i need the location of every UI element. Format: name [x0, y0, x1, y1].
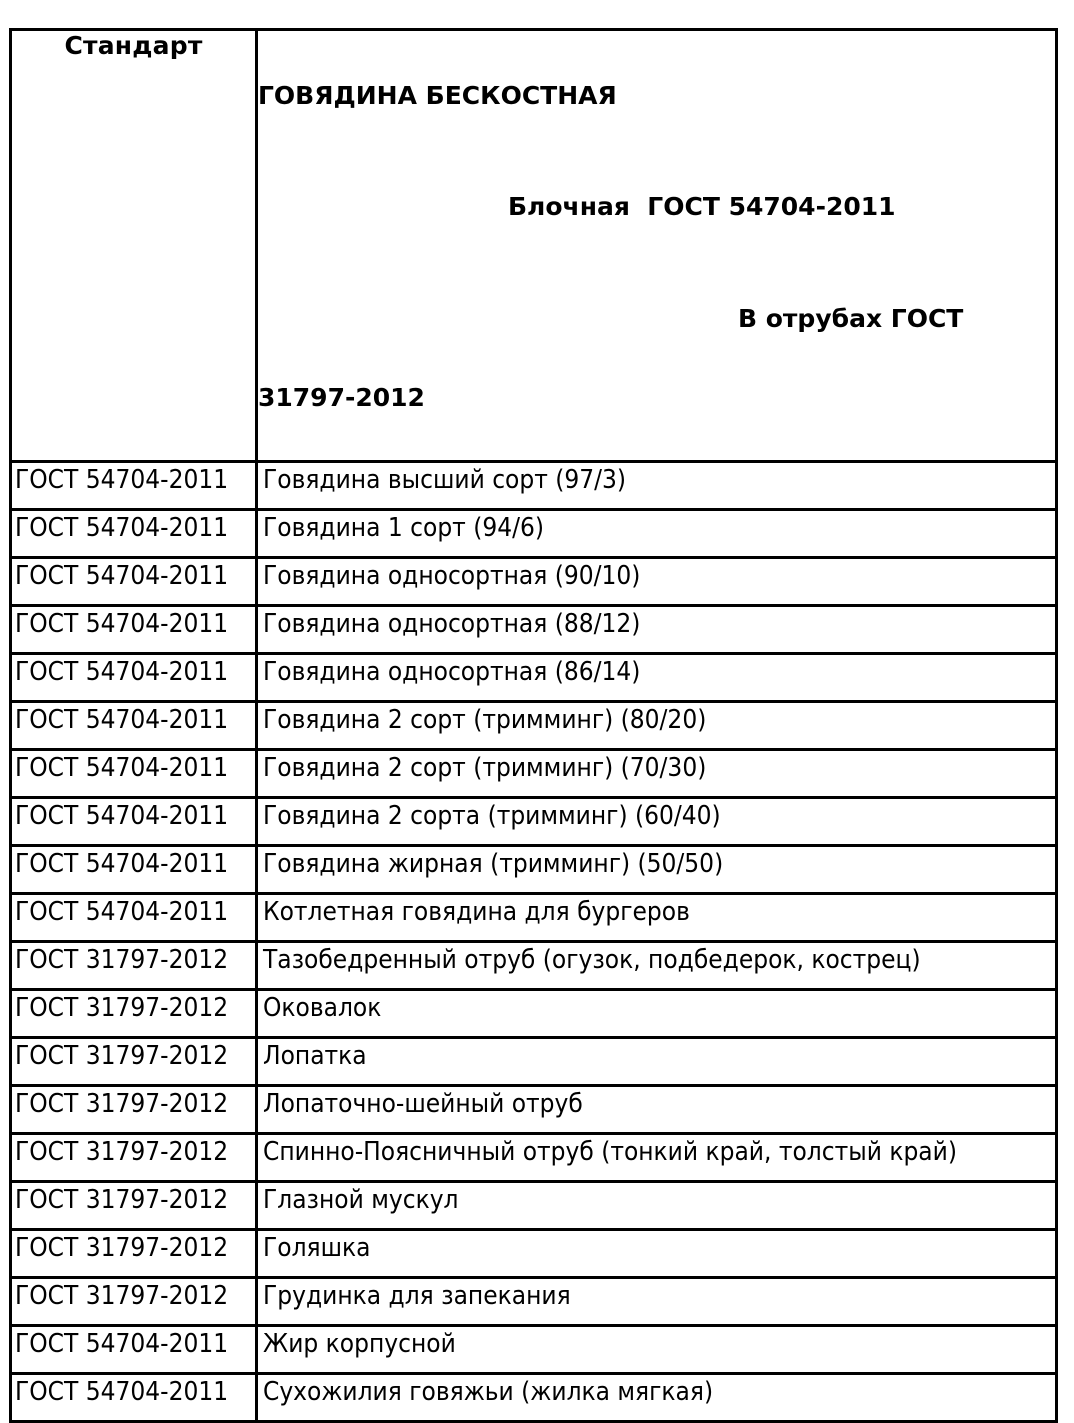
specification-table — [9, 28, 1058, 1423]
cell-product-name — [257, 1182, 1057, 1230]
cell-product-name — [257, 654, 1057, 702]
cell-product-name-text: Говядина односортная (88/12) — [263, 609, 641, 639]
cell-product-name-text: Котлетная говядина для бургеров — [263, 897, 690, 927]
cell-product-name-text: Глазной мускул — [263, 1185, 459, 1215]
cell-product-name — [257, 990, 1057, 1038]
cell-standard-text: ГОСТ 31797-2012 — [15, 1137, 229, 1167]
cell-product-name-text: Говядина односортная (86/14) — [263, 657, 641, 687]
cell-standard-text: ГОСТ 31797-2012 — [15, 1281, 229, 1311]
cell-standard — [11, 990, 257, 1038]
cell-product-name — [257, 1134, 1057, 1182]
cell-standard-text: ГОСТ 54704-2011 — [15, 1329, 229, 1359]
cell-product-name — [257, 1086, 1057, 1134]
cell-standard-text: ГОСТ 54704-2011 — [15, 705, 229, 735]
table-row — [11, 750, 1057, 798]
cell-standard — [11, 846, 257, 894]
table-row — [11, 846, 1057, 894]
cell-product-name — [257, 1278, 1057, 1326]
cell-product-name-text: Говядина 1 сорт (94/6) — [263, 513, 545, 543]
cell-standard — [11, 894, 257, 942]
cell-standard-text: ГОСТ 54704-2011 — [15, 513, 229, 543]
cell-product-name-text: Говядина 2 сорт (тримминг) (80/20) — [263, 705, 707, 735]
cell-standard — [11, 510, 257, 558]
cell-product-name-text: Говядина 2 сорт (тримминг) (70/30) — [263, 753, 707, 783]
cell-standard-text: ГОСТ 31797-2012 — [15, 1089, 229, 1119]
cell-product-name — [257, 462, 1057, 510]
cell-product-name-text: Голяшка — [263, 1233, 371, 1263]
cell-product-name — [257, 510, 1057, 558]
cell-standard — [11, 702, 257, 750]
cell-product-name-text: Тазобедренный отруб (огузок, подбедерок, кострец) — [263, 945, 921, 975]
cell-product-name-text: Оковалок — [263, 993, 382, 1023]
cell-product-name — [257, 1038, 1057, 1086]
cell-product-name-text: Говядина высший сорт (97/3) — [263, 465, 627, 495]
table-row — [11, 510, 1057, 558]
header-title-line-1: ГОВЯДИНА БЕСКОСТНАЯ — [258, 81, 617, 110]
table-row — [11, 1134, 1057, 1182]
table-row — [11, 654, 1057, 702]
cell-standard-text: ГОСТ 31797-2012 — [15, 993, 229, 1023]
table-row — [11, 990, 1057, 1038]
cell-standard — [11, 1038, 257, 1086]
cell-standard-text: ГОСТ 31797-2012 — [15, 945, 229, 975]
cell-standard-text: ГОСТ 54704-2011 — [15, 1377, 229, 1407]
table-row — [11, 606, 1057, 654]
cell-product-name — [257, 846, 1057, 894]
cell-product-name — [257, 942, 1057, 990]
cell-standard-text: ГОСТ 54704-2011 — [15, 465, 229, 495]
cell-standard — [11, 1278, 257, 1326]
cell-standard-text: ГОСТ 54704-2011 — [15, 801, 229, 831]
table-row — [11, 942, 1057, 990]
cell-standard-text: ГОСТ 54704-2011 — [15, 897, 229, 927]
cell-standard-text: ГОСТ 54704-2011 — [15, 849, 229, 879]
cell-standard-text: ГОСТ 31797-2012 — [15, 1185, 229, 1215]
cell-product-name — [257, 558, 1057, 606]
cell-standard — [11, 942, 257, 990]
header-title-line-4: 31797-2012 — [258, 383, 425, 412]
table-row — [11, 462, 1057, 510]
cell-product-name — [257, 606, 1057, 654]
cell-product-name — [257, 750, 1057, 798]
cell-product-name-text: Спинно-Поясничный отруб (тонкий край, толстый край) — [263, 1137, 957, 1167]
table-row — [11, 1038, 1057, 1086]
table-row — [11, 798, 1057, 846]
cell-standard — [11, 750, 257, 798]
table-row — [11, 1230, 1057, 1278]
cell-standard-text: ГОСТ 54704-2011 — [15, 753, 229, 783]
cell-product-name — [257, 1230, 1057, 1278]
cell-standard — [11, 1134, 257, 1182]
table-header-row — [11, 30, 1057, 462]
header-cell-standard — [11, 30, 257, 462]
header-title-block — [258, 31, 1055, 460]
table-row — [11, 702, 1057, 750]
cell-standard-text: ГОСТ 54704-2011 — [15, 561, 229, 591]
cell-standard — [11, 1374, 257, 1422]
table-row — [11, 894, 1057, 942]
cell-standard-text: ГОСТ 54704-2011 — [15, 657, 229, 687]
header-title-line-2: Блочная ГОСТ 54704-2011 — [508, 192, 896, 221]
cell-product-name — [257, 894, 1057, 942]
header-title-line-3: В отрубах ГОСТ — [738, 304, 964, 333]
cell-product-name-text: Жир корпусной — [263, 1329, 456, 1359]
cell-standard — [11, 1182, 257, 1230]
cell-product-name-text: Говядина 2 сорта (тримминг) (60/40) — [263, 801, 721, 831]
cell-standard — [11, 654, 257, 702]
cell-product-name — [257, 702, 1057, 750]
cell-product-name — [257, 1326, 1057, 1374]
cell-standard — [11, 558, 257, 606]
cell-product-name-text: Грудинка для запекания — [263, 1281, 571, 1311]
header-cell-title — [257, 30, 1057, 462]
cell-standard — [11, 798, 257, 846]
table-row — [11, 1182, 1057, 1230]
cell-standard — [11, 1086, 257, 1134]
cell-standard-text: ГОСТ 31797-2012 — [15, 1041, 229, 1071]
cell-standard — [11, 1326, 257, 1374]
cell-standard — [11, 462, 257, 510]
cell-standard-text: ГОСТ 31797-2012 — [15, 1233, 229, 1263]
cell-product-name — [257, 798, 1057, 846]
table-row — [11, 1326, 1057, 1374]
cell-standard-text: ГОСТ 54704-2011 — [15, 609, 229, 639]
cell-standard — [11, 606, 257, 654]
cell-product-name-text: Лопаточно-шейный отруб — [263, 1089, 583, 1119]
table-row — [11, 1374, 1057, 1422]
table-row — [11, 1086, 1057, 1134]
cell-product-name-text: Лопатка — [263, 1041, 367, 1071]
table-row — [11, 558, 1057, 606]
cell-product-name-text: Говядина односортная (90/10) — [263, 561, 641, 591]
cell-standard — [11, 1230, 257, 1278]
column-header-standard-label: Стандарт — [64, 31, 203, 60]
cell-product-name-text: Говядина жирная (тримминг) (50/50) — [263, 849, 724, 879]
table-body — [11, 30, 1057, 1422]
cell-product-name — [257, 1374, 1057, 1422]
table-row — [11, 1278, 1057, 1326]
cell-product-name-text: Сухожилия говяжьи (жилка мягкая) — [263, 1377, 714, 1407]
